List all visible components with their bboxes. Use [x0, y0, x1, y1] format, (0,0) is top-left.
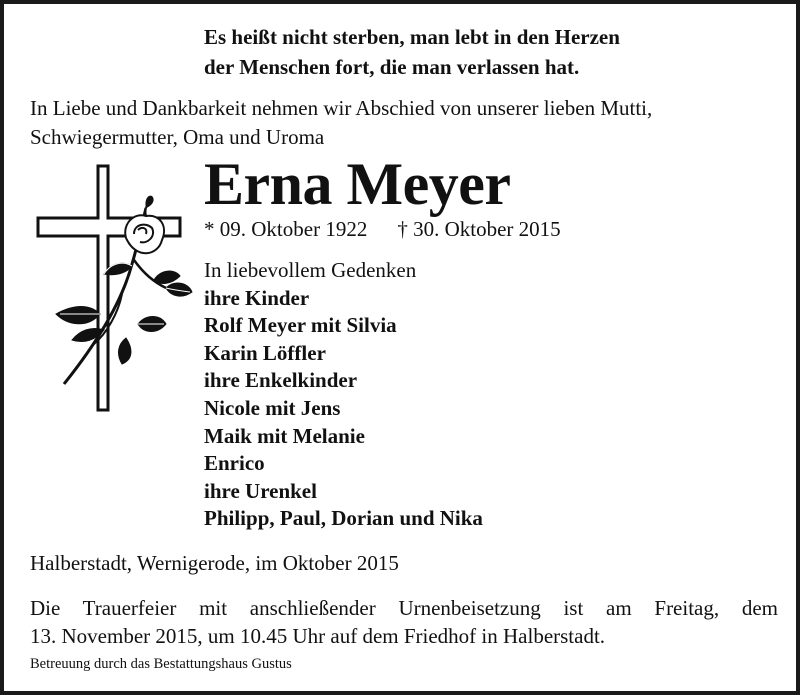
intro-text: In Liebe und Dankbarkeit nehmen wir Abschied von unserer lieben Mutti, Schwiegermutter, Oma und Uroma	[30, 96, 653, 149]
birth-date: * 09. Oktober 1922	[204, 217, 368, 241]
ceremony-line-1: Die Trauerfeier mit anschließender Urnenbeisetzung ist am Freitag, dem	[30, 596, 778, 620]
place-and-date: Halberstadt, Wernigerode, im Oktober 2015	[30, 551, 399, 575]
life-dates	[204, 216, 561, 242]
quote-line-1: Es heißt nicht sterben, man lebt in den Herzen	[204, 25, 620, 49]
mourner-line: Philipp, Paul, Dorian und Nika	[204, 506, 483, 531]
mourner-line: ihre Urenkel	[204, 478, 317, 503]
ceremony-info	[30, 594, 778, 650]
mourner-line: Karin Löffler	[204, 340, 326, 365]
mourners-heading: In liebevollem Gedenken	[204, 258, 417, 282]
mourner-line: Nicole mit Jens	[204, 395, 341, 420]
mourner-line: Rolf Meyer mit Silvia	[204, 313, 397, 338]
memorial-quote	[204, 22, 620, 82]
deceased-name: Erna Meyer	[204, 151, 511, 217]
mourner-line: Maik mit Melanie	[204, 423, 365, 448]
ceremony-line-2: 13. November 2015, um 10.45 Uhr auf dem Friedhof in Halberstadt.	[30, 624, 606, 648]
mourner-line: ihre Kinder	[204, 285, 310, 310]
cross-with-rose-icon	[34, 164, 194, 414]
death-date: † 30. Oktober 2015	[397, 217, 561, 241]
mourner-line: Enrico	[204, 451, 265, 476]
mourners-list	[204, 257, 483, 533]
mourner-line: ihre Enkelkinder	[204, 368, 358, 393]
funeral-home-credit: Betreuung durch das Bestattungshaus Gustus	[30, 656, 292, 672]
quote-line-2: der Menschen fort, die man verlassen hat.	[204, 55, 580, 79]
